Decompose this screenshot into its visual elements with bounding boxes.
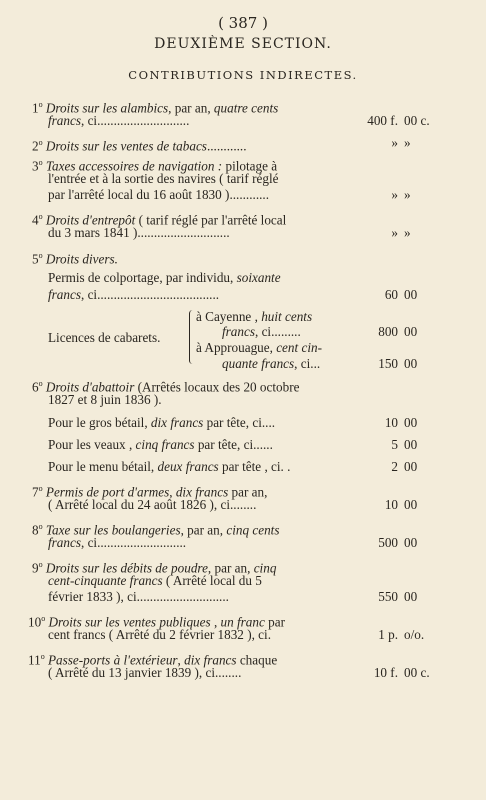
amount-francs: 5 [391,437,398,452]
page-number: ( 387 ) [218,14,268,32]
amount-centimes: 00 [404,459,418,474]
amount-francs: » [391,187,398,202]
amount-centimes: » [404,135,411,150]
text-line: 10$^o$ Droits sur les ventes publiques , un franc par [28,614,285,630]
text-line: cent francs ( Arrêté du 2 février 1832 ), ci. [48,627,271,642]
text-line: 6$^o$ Droits d'abattoir (Arrêtés locaux des 20 octobre [32,379,300,395]
text-line: par l'arrêté local du 16 août 1830 )............ [48,187,270,202]
text-line: ( Arrêté local du 24 août 1826 ), ci........ [48,497,257,512]
text-line: 1$^o$ Droits sur les alambics, par an, quatre cents [32,100,279,116]
text-line: ( Arrêté du 13 janvier 1839 ), ci........ [48,665,242,680]
amount-francs: 400 f. [367,113,398,128]
text-line: 4$^o$ Droits d'entrepôt ( tarif réglé par l'arrêté local [32,212,287,228]
text-line: 5$^o$ Droits divers. [32,251,118,267]
text-line: Pour le gros bétail, dix francs par tête, ci.... [48,415,276,430]
text-line: 1827 et 8 juin 1836 ). [48,392,162,407]
amount-francs: 60 [384,287,398,302]
amount-francs: 1 p. [378,627,398,642]
amount-centimes: 00 c. [404,665,430,680]
amount-centimes: 00 [404,356,418,371]
subtitle: CONTRIBUTIONS INDIRECTES. [128,68,358,82]
amount-francs: 10 [384,415,398,430]
text-line: Licences de cabarets. [48,330,161,345]
amount-centimes: 00 [404,535,418,550]
text-line: du 3 mars 1841 )............................ [48,225,230,240]
amount-centimes: 00 [404,287,418,302]
amount-centimes: o/o. [404,627,425,642]
amount-francs: 2 [391,459,398,474]
text-line: 11$^o$ Passe-ports à l'extérieur, dix francs chaque [28,652,278,668]
text-line: 2$^o$ Droits sur les ventes de tabacs............ [32,138,247,154]
amount-francs: » [391,225,398,240]
text-line: cent-cinquante francs ( Arrêté local du 5 [48,573,262,588]
amount-francs: 500 [378,535,398,550]
amount-centimes: 00 [404,589,418,604]
text-line: à Cayenne , huit cents [196,309,313,324]
text-line: francs, ci........................... [48,535,187,550]
amount-francs: 800 [378,324,398,339]
text-line: 8$^o$ Taxe sur les boulangeries, par an, cinq cents [32,522,280,538]
section-title: DEUXIÈME SECTION. [154,36,332,52]
amount-francs: 10 [384,497,398,512]
brace [189,310,196,364]
text-line: francs, ci......... [222,324,301,339]
text-line: francs, ci............................ [48,113,190,128]
text-line: quante francs, ci... [222,356,321,371]
amount-centimes: » [404,187,411,202]
text-line: l'entrée et à la sortie des navires ( tarif réglé [48,171,279,186]
text-line: à Approuague, cent cin- [196,340,322,355]
amount-francs: » [391,135,398,150]
amount-francs: 10 f. [373,665,398,680]
text-line: 9$^o$ Droits sur les débits de poudre, par an, cinq [32,560,277,576]
text-line: francs, ci..................................... [48,287,220,302]
amount-centimes: » [404,225,411,240]
amount-francs: 550 [378,589,398,604]
text-line: 3$^o$ Taxes accessoires de navigation : pilotage à [32,158,278,174]
amount-francs: 150 [378,356,398,371]
text-line: 7$^o$ Permis de port d'armes, dix francs par an, [32,484,268,500]
text-line: février 1833 ), ci............................ [48,589,229,604]
amount-centimes: 00 [404,324,418,339]
text-line: Pour les veaux , cinq francs par tête, ci...... [48,437,273,452]
amount-centimes: 00 [404,497,418,512]
amount-centimes: 00 [404,437,418,452]
text-line: Pour le menu bétail, deux francs par tête , ci. . [48,459,291,474]
amount-centimes: 00 c. [404,113,430,128]
text-line: Permis de colportage, par individu, soixante [48,270,281,285]
amount-centimes: 00 [404,415,418,430]
